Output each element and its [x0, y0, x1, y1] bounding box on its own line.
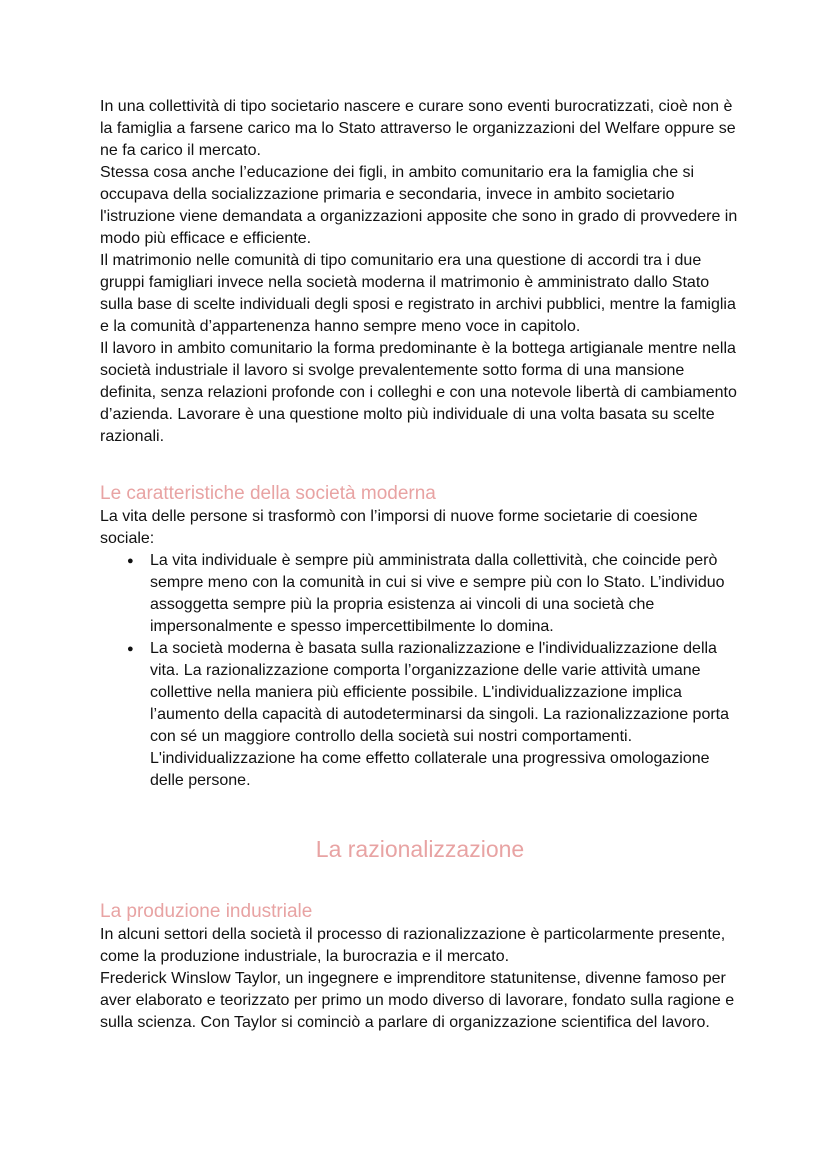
section-heading-modern-society: Le caratteristiche della società moderna	[100, 483, 436, 504]
industrial-paragraph-settori: In alcuni settori della società il processo di razionalizzazione è particolarmente presente, come la produzione industriale, la burocrazia e il mercato.	[100, 926, 726, 965]
bullet-icon: ●	[127, 555, 134, 567]
bullet-item	[100, 550, 740, 638]
bullet-text: La vita individuale è sempre più amministrata dalla collettività, che coincide però sempre meno con la comunità in cui si vive e sempre più con lo Stato. L’individuo assoggetta sempre più la propria esistenza ai vincoli di una società che impersonalmente e spesso impercettibilmente lo domina.	[150, 552, 725, 635]
section-heading-industrial-production: La produzione industriale	[100, 901, 313, 922]
industrial-paragraph-taylor: Frederick Winslow Taylor, un ingegnere e imprenditore statunitense, divenne famoso per aver elaborato e teorizzato per primo un modo diverso di lavorare, fondato sulla ragione e sulla scienza. Con Taylor si cominciò a parlare di organizzazione scientifica del lavoro.	[100, 970, 735, 1031]
document-page	[100, 96, 740, 1034]
bullet-icon: ●	[127, 643, 134, 655]
bullet-list	[100, 550, 740, 792]
intro-paragraph-matrimonio: Il matrimonio nelle comunità di tipo comunitario era una questione di accordi tra i due gruppi famigliari invece nella società moderna il matrimonio è amministrato dallo Stato sulla base di scelte individuali degli sposi e registrato in archivi pubblici, mentre la famiglia e la comunità d’appartenenza hanno sempre meno voce in capitolo.	[100, 252, 736, 335]
intro-paragraph-burocratizzazione: In una collettività di tipo societario nascere e curare sono eventi burocratizzati, cioè non è la famiglia a farsene carico ma lo Stato attraverso le organizzazioni del Welfare oppure se ne fa carico il mercato.	[100, 98, 736, 159]
chapter-title: La razionalizzazione	[315, 836, 525, 862]
section-intro-paragraph: La vita delle persone si trasformò con l’imporsi di nuove forme societarie di coesione sociale:	[100, 508, 698, 547]
bullet-text: La società moderna è basata sulla razionalizzazione e l'individualizzazione della vita. La razionalizzazione comporta l’organizzazione delle varie attività umane collettive nella maniera più efficiente possibile. L'individualizzazione implica l’aumento della capacità di autodeterminarsi da singoli. La razionalizzazione porta con sé un maggiore controllo della società sui nostri comportamenti. L'individualizzazione ha come effetto collaterale una progressiva omologazione delle persone.	[150, 640, 730, 789]
intro-paragraph-educazione: Stessa cosa anche l’educazione dei figli, in ambito comunitario era la famiglia che si occupava della socializzazione primaria e secondaria, invece in ambito societario l'istruzione viene demandata a organizzazioni apposite che sono in grado di provvedere in modo più efficace e efficiente.	[100, 164, 738, 247]
bullet-item	[100, 638, 740, 792]
intro-paragraph-lavoro: Il lavoro in ambito comunitario la forma predominante è la bottega artigianale mentre nella società industriale il lavoro si svolge prevalentemente sotto forma di una mansione definita, senza relazioni profonde con i colleghi e con una notevole libertà di cambiamento d’azienda. Lavorare è una questione molto più individuale di una volta basata su scelte razionali.	[100, 340, 737, 445]
